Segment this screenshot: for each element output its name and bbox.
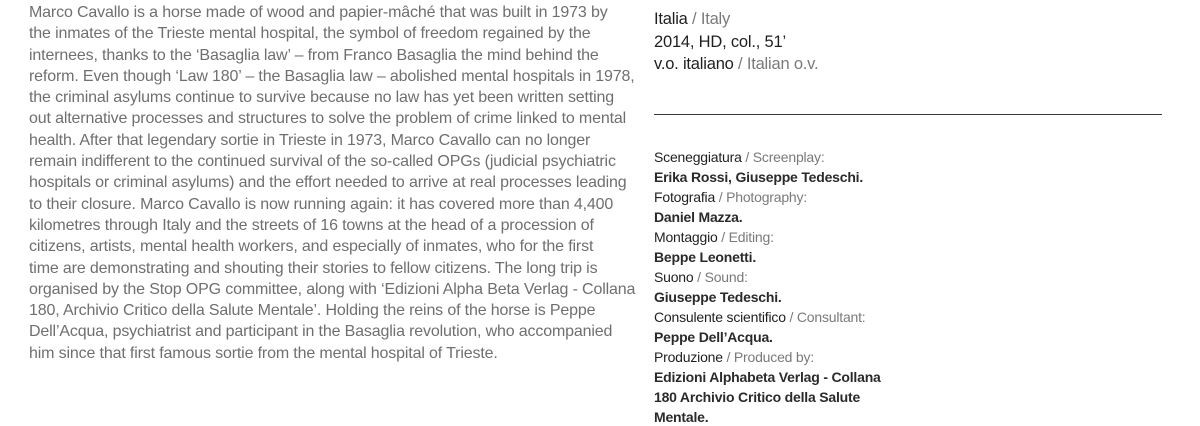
synopsis-line: reform. Even though ‘Law 180’ – the Basaglia law – abolished mental hospitals in 1978, xyxy=(29,67,635,85)
role-it: Sceneggiatura xyxy=(654,149,742,165)
role-it: Suono xyxy=(654,269,694,285)
synopsis-line: the criminal asylums continue to survive because no law has yet been written setting xyxy=(29,89,615,107)
credits-list xyxy=(654,147,954,426)
role-en: Editing: xyxy=(728,229,774,245)
credit-name-line: Mentale. xyxy=(654,409,709,425)
credit-role xyxy=(654,267,954,287)
credit-role xyxy=(654,227,954,247)
synopsis-line: Dell’Acqua, psychiatrist and participant in the Basaglia revolution, who accompanied xyxy=(29,323,613,341)
synopsis-line: 180, Archivio Critico della Salute Mentale’. Holding the reins of the horse is Peppe xyxy=(29,302,596,320)
synopsis-line: internees, thanks to the ‘Basaglia law’ – from Franco Basaglia the mind behind the xyxy=(29,46,599,64)
synopsis-line: organised by the Stop OPG committee, along with ‘Edizioni Alpha Beta Verlag - Collana xyxy=(29,280,636,298)
country-it: Italia xyxy=(654,10,688,28)
synopsis-line: citizens, artists, mental health workers, and especially of inmates, who for the first xyxy=(29,238,594,256)
role-separator: / xyxy=(741,149,753,165)
country-separator: / xyxy=(687,10,701,28)
role-en: Sound: xyxy=(704,269,748,285)
role-separator: / xyxy=(693,269,705,285)
credit-name-line: Edizioni Alphabeta Verlag - Collana xyxy=(654,369,881,385)
film-meta xyxy=(654,8,1174,76)
credit-consultant xyxy=(654,307,954,347)
role-en: Produced by: xyxy=(733,349,815,365)
role-it: Montaggio xyxy=(654,229,718,245)
credit-sound xyxy=(654,267,954,307)
credit-name-line: Erika Rossi, Giuseppe Tedeschi. xyxy=(654,169,864,185)
credit-name xyxy=(654,167,954,187)
version-separator: / xyxy=(733,55,747,73)
credit-role xyxy=(654,147,954,167)
role-it: Consulente scientifico xyxy=(654,309,786,325)
role-separator: / xyxy=(717,229,729,245)
synopsis-line: health. After that legendary sortie in Trieste in 1973, Marco Cavallo can no longer xyxy=(29,131,591,149)
credit-role xyxy=(654,187,954,207)
role-separator: / xyxy=(785,309,797,325)
version-it: v.o. italiano xyxy=(654,55,734,73)
credit-role xyxy=(654,307,954,327)
credit-photography xyxy=(654,187,954,227)
credit-name xyxy=(654,367,954,426)
credit-production xyxy=(654,347,954,426)
synopsis-line: Marco Cavallo is a horse made of wood and papier-mâché that was built in 1973 by xyxy=(29,4,608,21)
credit-name-line: Beppe Leonetti. xyxy=(654,249,757,265)
credit-role xyxy=(654,347,954,367)
synopsis-line: remain indifferent to the continued survival of the so-called OPGs (judicial psychiatric xyxy=(29,153,616,171)
version-en: Italian o.v. xyxy=(746,55,819,73)
credit-name xyxy=(654,287,954,307)
credit-name xyxy=(654,247,954,267)
credit-name-line: Giuseppe Tedeschi. xyxy=(654,289,782,305)
credit-name xyxy=(654,327,954,347)
version-line xyxy=(654,53,1174,76)
role-it: Produzione xyxy=(654,349,723,365)
synopsis-line: hospitals or criminal asylums) and the effort needed to arrive at real processes leading xyxy=(29,174,627,192)
credit-name-line: Peppe Dell’Acqua. xyxy=(654,329,773,345)
role-separator: / xyxy=(715,189,727,205)
role-it: Fotografia xyxy=(654,189,716,205)
credit-editing xyxy=(654,227,954,267)
synopsis-text xyxy=(29,2,636,364)
synopsis-line: him since that first famous sortie from the mental hospital of Trieste. xyxy=(29,344,498,362)
country-line xyxy=(654,8,1174,31)
synopsis-line: time are demonstrating and shouting their stories to fellow citizens. The long trip is xyxy=(29,259,598,277)
credit-name-line: 180 Archivio Critico della Salute xyxy=(654,389,861,405)
credit-name-line: Daniel Mazza. xyxy=(654,209,743,225)
credit-name xyxy=(654,207,954,227)
synopsis-line: to their closure. Marco Cavallo is now running again: it has covered more than 4,400 xyxy=(29,195,614,213)
section-divider xyxy=(654,114,1162,115)
tech-specs: 2014, HD, col., 51’ xyxy=(654,32,786,51)
country-en: Italy xyxy=(700,10,731,28)
role-en: Screenplay: xyxy=(752,149,825,165)
role-en: Photography: xyxy=(726,189,808,205)
synopsis-line: kilometres through Italy and the streets of 16 towns at the head of a procession of xyxy=(29,216,594,234)
synopsis-line: the inmates of the Trieste mental hospital, the symbol of freedom regained by the xyxy=(29,25,591,43)
role-separator: / xyxy=(722,349,734,365)
synopsis-line: out alternative processes and structures to solve the problem of crime linked to mental xyxy=(29,110,627,128)
credit-screenplay xyxy=(654,147,954,187)
role-en: Consultant: xyxy=(796,309,866,325)
